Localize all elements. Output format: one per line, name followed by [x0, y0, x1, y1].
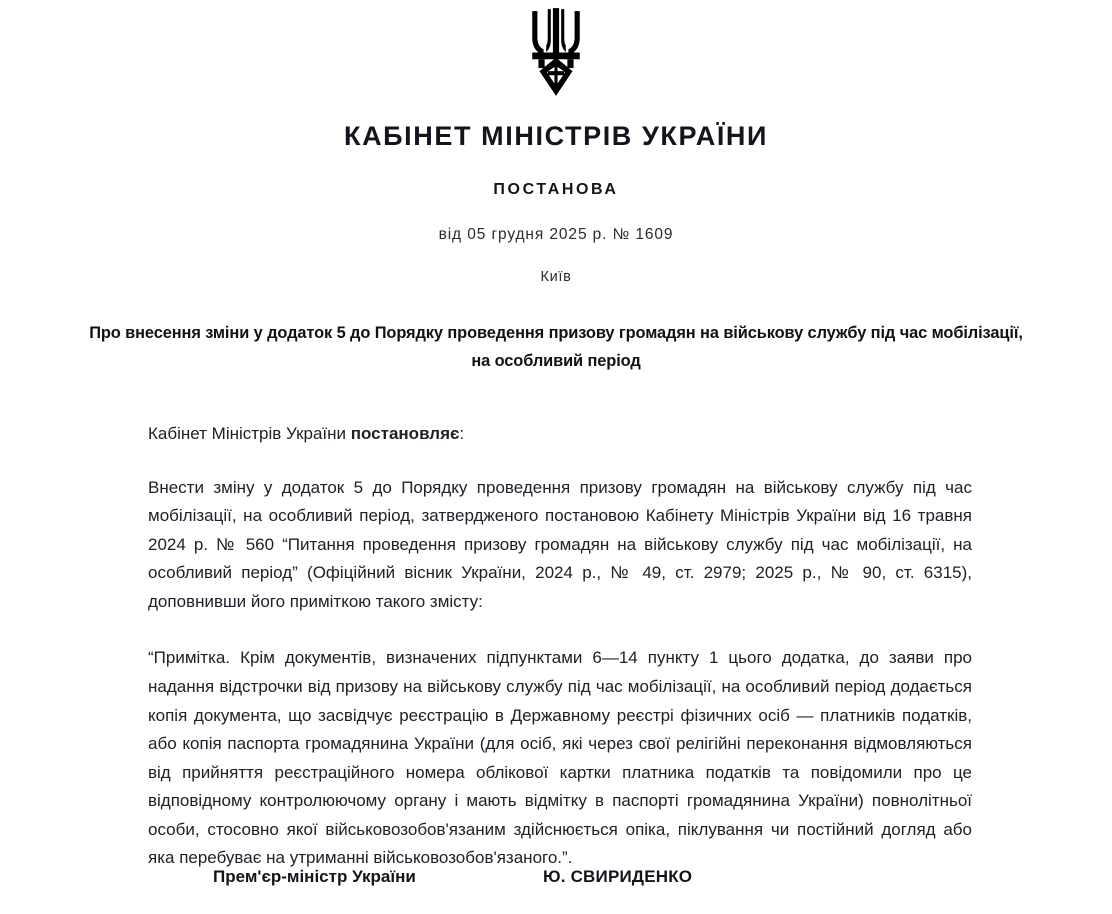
ukrainian-trident-coat-of-arms-icon: [525, 8, 587, 96]
intro-emphasis: постановляє: [350, 424, 460, 444]
document-date-number: від 05 грудня 2025 р. № 1609: [438, 225, 674, 243]
document-title: Про внесення зміни у додаток 5 до Порядку проведення призову громадян на військову службу під час мобілізації, на особливий період: [89, 323, 1023, 370]
document-body: [148, 420, 972, 873]
masthead-title: КАБІНЕТ МІНІСТРІВ УКРАЇНИ: [344, 121, 768, 151]
signature-role: Прем'єр-міністр України: [213, 867, 416, 886]
intro-prefix: Кабінет Міністрів України: [148, 424, 351, 444]
signature-name: Ю. СВИРИДЕНКО: [543, 867, 693, 886]
document-city: Київ: [540, 268, 572, 285]
emblem-container: [0, 0, 1112, 96]
body-paragraph-2: “Примітка. Крім документів, визначених підпунктами 6—14 пункту 1 цього додатка, до заяви про надання відстрочки від призову на військову службу під час мобілізації, на особливий період додається копія документа, що засвідчує реєстрацію в Державному реєстрі фізичних осіб — платників податків, або копія паспорта громадянина України (для осіб, які через свої релігійні переконання відмовляються від прийняття реєстраційного номера облікової картки платника податків та повідомили про це відповідному контролюючому органу і мають відмітку в паспорті громадянина України) повнолітньої особи, стосовно якої військовозобов'язаним здійснюється опіка, піклування чи постійний догляд або яка перебуває на утриманні військовозобов'язаного.”.: [148, 648, 972, 868]
intro-suffix: :: [459, 424, 465, 444]
document-type: ПОСТАНОВА: [493, 180, 619, 198]
signature-block: [213, 867, 933, 887]
body-paragraph-1: Внести зміну у додаток 5 до Порядку проведення призову громадян на військову службу під час мобілізації, на особливий період, затвердженого постановою Кабінету Міністрів України від 16 травня 2024 р. № 560 “Питання проведення призову громадян на військову службу під час мобілізації, на особливий період” (Офіційний вісник України, 2024 р., № 49, ст. 2979; 2025 р., № 90, ст. 6315), доповнивши його приміткою такого змісту:: [148, 477, 972, 611]
resolution-intro-line: [148, 420, 972, 449]
